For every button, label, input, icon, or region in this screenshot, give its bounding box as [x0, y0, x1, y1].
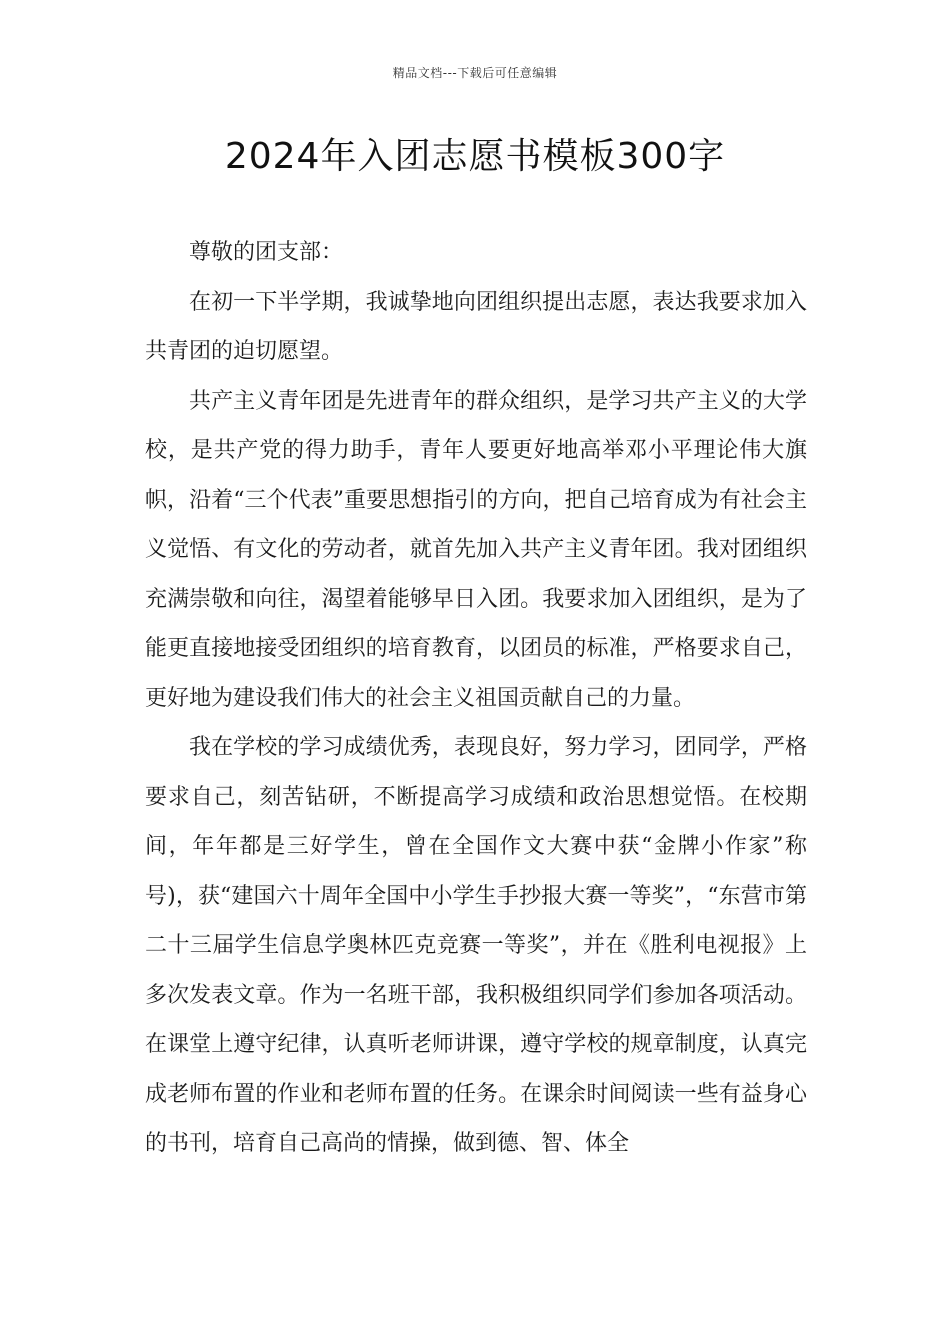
paragraph-1: 在初一下半学期，我诚挚地向团组织提出志愿，表达我要求加入共青团的迫切愿望。 — [145, 289, 807, 364]
document-title: 2024年入团志愿书模板300字 — [224, 136, 726, 177]
paragraph-2: 共产主义青年团是先进青年的群众组织，是学习共产主义的大学校，是共产党的得力助手，青年人要更好地高举邓小平理论伟大旗帜，沿着“三个代表”重要思想指引的方向，把自己培育成为有社会主义觉悟、有文化的劳动者，就首先加入共产主义青年团。我对团组织充满崇敬和向往，渴望着能够早日入团。我要求加入团组织，是为了能更直接地接受团组织的培育教育，以团员的标准，严格要求自己，更好地为建设我们伟大的社会主义祖国贡献自己的力量。 — [145, 388, 807, 711]
salutation: 尊敬的团支部： — [189, 240, 344, 265]
paragraph-3: 我在学校的学习成绩优秀，表现良好，努力学习，团同学，严格要求自己，刻苦钻研，不断提高学习成绩和政治思想觉悟。在校期间，年年都是三好学生，曾在全国作文大赛中获“金牌小作家”称号)，获“建国六十周年全国中小学生手抄报大赛一等奖”，“东营市第二十三届学生信息学奥林匹克竞赛一等奖”，并在《胜利电视报》上多次发表文章。作为一名班干部，我积极组织同学们参加各项活动。在课堂上遵守纪律，认真听老师讲课，遵守学校的规章制度，认真完成老师布置的作业和老师布置的任务。在课余时间阅读一些有益身心的书刊，培育自己高尚的情操，做到德、智、体全 — [145, 735, 807, 1156]
header-note: 精品文档---下载后可任意编辑 — [392, 66, 558, 80]
document-body — [145, 228, 807, 1169]
